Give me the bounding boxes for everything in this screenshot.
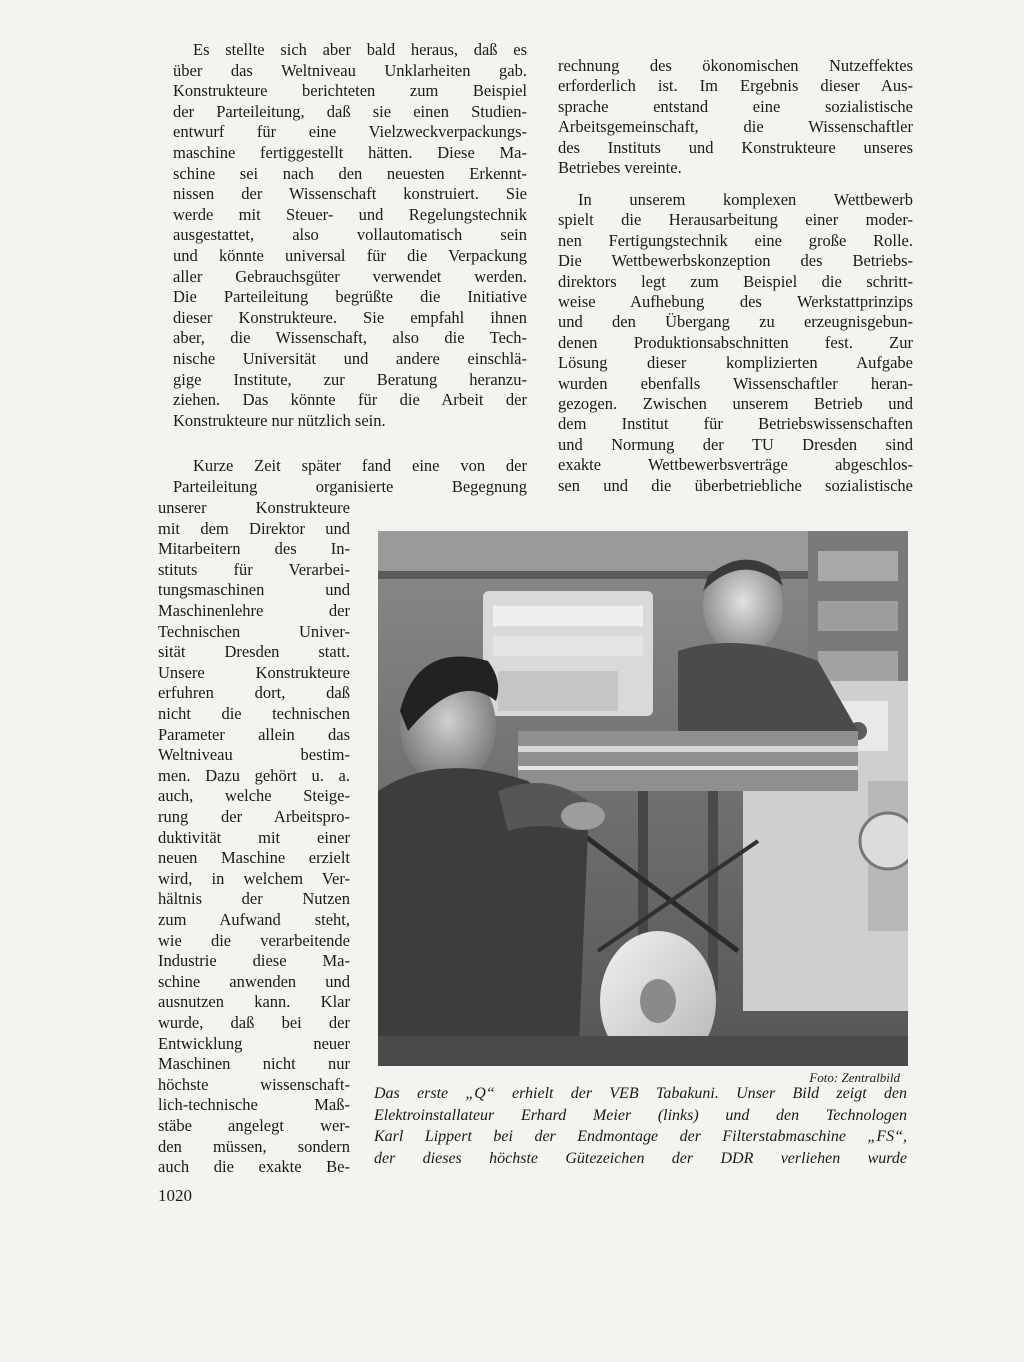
text-line: duktivität mit einer bbox=[158, 827, 350, 847]
text-line: stituts für Verarbei- bbox=[158, 559, 350, 579]
text-line: über das Weltniveau Unklarheiten gab. bbox=[173, 60, 527, 80]
text-line: erfuhren dort, daß bbox=[158, 683, 350, 703]
text-line: wurden ebenfalls Wissenschaftler heran- bbox=[558, 373, 913, 393]
text-line: Arbeitsgemeinschaft, die Wissenschaftler bbox=[558, 117, 913, 137]
text-line: maschine fertiggestellt hätten. Diese Ma- bbox=[173, 143, 527, 162]
text-line: auch die exakte Be- bbox=[158, 1157, 350, 1177]
text-line: exakte Wettbewerbsverträge abgeschlos- bbox=[558, 455, 913, 475]
text-line: auch, welche Steige- bbox=[158, 786, 350, 806]
text-line: gezogen. Zwischen unserem Betrieb und bbox=[558, 394, 913, 413]
text-line: aber, die Wissenschaft, also die Tech- bbox=[173, 328, 527, 348]
text-line: Kurze Zeit später fand eine von der bbox=[193, 456, 527, 475]
text-line: In unserem komplexen Wettbewerb bbox=[578, 190, 913, 209]
text-line: schine anwenden und bbox=[158, 971, 350, 991]
text-line: sprache entstand eine sozialistische bbox=[558, 96, 913, 116]
text-line: Lösung dieser komplizierten Aufgabe bbox=[558, 353, 913, 373]
text-line: spielt die Herausarbeitung einer moder- bbox=[558, 210, 913, 230]
text-line: nen Fertigungstechnik eine große Rolle. bbox=[558, 230, 913, 250]
text-line: sität Dresden statt. bbox=[158, 642, 350, 662]
text-line: den müssen, sondern bbox=[158, 1136, 350, 1156]
text-line: Mitarbeitern des In- bbox=[158, 539, 350, 559]
text-line: Weltniveau bestim- bbox=[158, 745, 350, 765]
text-line: neuen Maschine erzielt bbox=[158, 848, 350, 868]
text-line: Entwicklung neuer bbox=[158, 1033, 350, 1053]
text-line: Es stellte sich aber bald heraus, daß es bbox=[193, 40, 527, 59]
text-line: höchste wissenschaft- bbox=[158, 1074, 350, 1094]
text-line: nissen der Wissenschaft konstruiert. Sie bbox=[173, 184, 527, 204]
text-line: entwurf für eine Vielzweckverpackungs- bbox=[173, 122, 527, 142]
text-line: erforderlich ist. Im Ergebnis dieser Aus- bbox=[558, 76, 913, 96]
text-line: lich-technische Maß- bbox=[158, 1095, 350, 1115]
photo-credit: Foto: Zentralbild bbox=[809, 1070, 900, 1085]
text-line: gige Institute, zur Beratung heranzu- bbox=[173, 369, 527, 389]
text-line: rechnung des ökonomischen Nutzeffektes bbox=[558, 56, 913, 75]
text-line: Konstrukteure berichteten zum Beispiel bbox=[173, 81, 527, 101]
text-line: ausgestattet, also vollautomatisch sein bbox=[173, 225, 527, 245]
text-line: Maschinenlehre der bbox=[158, 601, 350, 620]
text-line: dem Institut für Betriebswissenschaften bbox=[558, 414, 913, 434]
text-line: wie die verarbeitende bbox=[158, 930, 350, 950]
text-line: wurde, daß bei der bbox=[158, 1013, 350, 1032]
text-line: Industrie diese Ma- bbox=[158, 951, 350, 971]
text-line: denen Produktionsabschnitten fest. Zur bbox=[558, 332, 913, 352]
caption-line: Karl Lippert bei der Endmontage der Filterstabmaschine „FS“, bbox=[374, 1128, 907, 1145]
caption-line: der dieses höchste Gütezeichen der DDR verliehen wurde bbox=[374, 1149, 907, 1167]
text-line: Parteileitung organisierte Begegnung bbox=[173, 476, 527, 496]
text-line: men. Dazu gehört u. a. bbox=[158, 765, 350, 785]
text-line: nicht die technischen bbox=[158, 704, 350, 723]
text-line: wird, in welchem Ver- bbox=[158, 868, 350, 888]
text-line: Unsere Konstrukteure bbox=[158, 662, 350, 682]
text-line: ausnutzen kann. Klar bbox=[158, 992, 350, 1012]
text-line: und den Übergang zu erzeugnisgebun- bbox=[558, 312, 913, 332]
text-line: unserer Konstrukteure bbox=[158, 498, 350, 517]
text-line: Parameter allein das bbox=[158, 724, 350, 744]
text-line: Betriebes vereinte. bbox=[558, 158, 682, 177]
text-line: sen und die überbetriebliche sozialistische bbox=[558, 475, 913, 495]
text-line: Technischen Univer- bbox=[158, 621, 350, 641]
text-line: und könnte universal für die Verpackung bbox=[173, 246, 527, 265]
text-line: dieser Konstrukteure. Sie empfahl ihnen bbox=[173, 307, 527, 327]
text-line: nische Universität und andere einschlä- bbox=[173, 349, 527, 368]
text-line: schine sei nach den neuesten Erkennt- bbox=[173, 163, 527, 183]
text-line: tungsmaschinen und bbox=[158, 580, 350, 600]
text-line: stäbe angelegt wer- bbox=[158, 1116, 350, 1135]
text-line: rung der Arbeitspro- bbox=[158, 807, 350, 826]
text-line: der Parteileitung, daß sie einen Studien- bbox=[173, 101, 527, 121]
text-line: direktors legt zum Beispiel die schritt- bbox=[558, 271, 913, 291]
text-line: Die Wettbewerbskonzeption des Betriebs- bbox=[558, 251, 913, 271]
text-line: mit dem Direktor und bbox=[158, 518, 350, 538]
page-number: 1020 bbox=[158, 1186, 192, 1205]
text-line: hältnis der Nutzen bbox=[158, 889, 350, 909]
text-line: weise Aufhebung des Werkstattprinzips bbox=[558, 292, 913, 311]
caption-line: Das erste „Q“ erhielt der VEB Tabakuni. Unser Bild zeigt den bbox=[374, 1085, 907, 1102]
text-line: Die Parteileitung begrüßte die Initiative bbox=[173, 287, 527, 307]
text-line: ziehen. Das könnte für die Arbeit der bbox=[173, 390, 527, 410]
caption-line: Elektroinstallateur Erhard Meier (links) und den Technologen bbox=[374, 1106, 907, 1124]
text-line: werde mit Steuer- und Regelungstechnik bbox=[173, 204, 527, 224]
text-line: aller Gebrauchsgüter verwendet werden. bbox=[173, 266, 527, 286]
text-line: des Instituts und Konstrukteure unseres bbox=[558, 137, 913, 157]
photo-illustration bbox=[378, 531, 908, 1066]
text-line: und Normung der TU Dresden sind bbox=[558, 434, 913, 454]
text-line: Konstrukteure nur nützlich sein. bbox=[173, 410, 386, 430]
text-line: zum Aufwand steht, bbox=[158, 910, 350, 929]
text-line: Maschinen nicht nur bbox=[158, 1054, 350, 1074]
photo-workers-at-machine bbox=[378, 531, 908, 1066]
